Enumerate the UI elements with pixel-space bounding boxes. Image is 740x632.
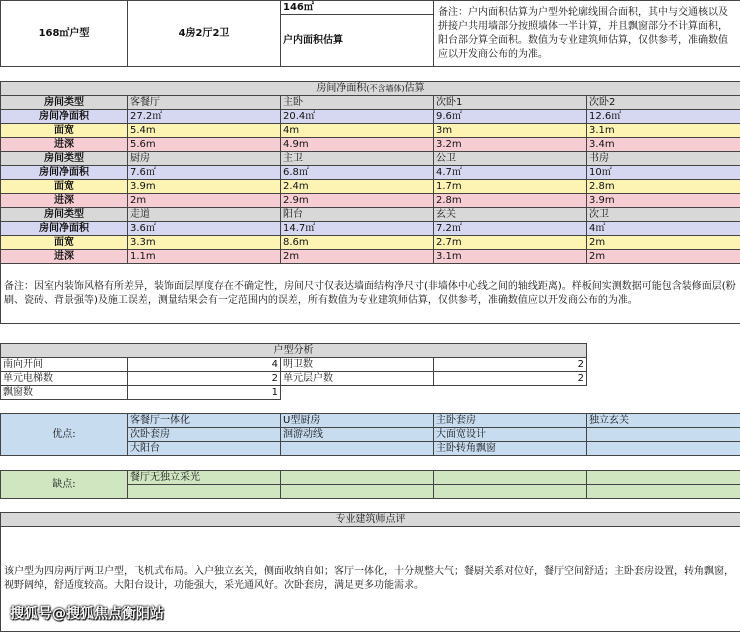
analysis-label: 单元电梯数 — [1, 372, 128, 386]
pro-item: 大阳台 — [128, 442, 281, 456]
row-label-type: 房间类型 — [1, 152, 128, 166]
room-type: 公卫 — [434, 152, 587, 166]
room-area-row — [1, 166, 740, 180]
row-label-width: 面宽 — [1, 180, 128, 194]
analysis-label: 飘窗数 — [1, 386, 128, 400]
room-area-table — [0, 81, 740, 324]
analysis-row — [1, 358, 587, 372]
watermark: 搜狐号@搜狐焦点衡阳站 — [10, 606, 164, 622]
analysis-value: 1 — [128, 386, 281, 400]
room-width-row — [1, 236, 740, 250]
room-width: 1.7m — [434, 180, 587, 194]
room-type-row — [1, 96, 740, 110]
row-label-depth: 进深 — [1, 194, 128, 208]
room-depth: 4.9m — [281, 138, 434, 152]
row-label-type: 房间类型 — [1, 208, 128, 222]
room-area: 3.6㎡ — [128, 222, 281, 236]
room-width: 8.6m — [281, 236, 434, 250]
con-item — [281, 471, 434, 485]
con-item — [587, 471, 740, 485]
room-title-tail: 估算 — [404, 82, 425, 94]
room-type: 厨房 — [128, 152, 281, 166]
room-width: 2.7m — [434, 236, 587, 250]
analysis-value: 2 — [128, 372, 281, 386]
analysis-table — [0, 343, 587, 400]
row-label-area: 房间净面积 — [1, 222, 128, 236]
pro-item: 洄游动线 — [281, 428, 434, 442]
analysis-title: 户型分析 — [1, 344, 587, 358]
room-type: 走道 — [128, 208, 281, 222]
pro-item: 主卧转角飘窗 — [434, 442, 587, 456]
pro-item: 客餐厅一体化 — [128, 414, 281, 428]
room-area: 27.2㎡ — [128, 110, 281, 124]
con-item — [434, 471, 587, 485]
room-depth: 3.2m — [434, 138, 587, 152]
room-depth-row — [1, 194, 740, 208]
area-value: 146㎡ — [281, 1, 434, 15]
row-label-area: 房间净面积 — [1, 166, 128, 180]
room-width: 3.3m — [128, 236, 281, 250]
area-label: 户内面积估算 — [281, 15, 434, 67]
header-table — [0, 0, 740, 67]
room-depth: 2.8m — [434, 194, 587, 208]
room-width: 3.9m — [128, 180, 281, 194]
pro-item: 大面宽设计 — [434, 428, 587, 442]
room-area: 14.7㎡ — [281, 222, 434, 236]
room-depth: 3.9m — [587, 194, 740, 208]
pro-item — [587, 428, 740, 442]
row-label-type: 房间类型 — [1, 96, 128, 110]
analysis-label: 南向开间 — [1, 358, 128, 372]
pro-item — [587, 442, 740, 456]
room-depth: 3.1m — [434, 250, 587, 264]
room-area: 10㎡ — [587, 166, 740, 180]
con-item — [434, 485, 587, 499]
room-area: 9.6㎡ — [434, 110, 587, 124]
room-width-row — [1, 124, 740, 138]
room-depth: 5.6m — [128, 138, 281, 152]
room-type: 客餐厅 — [128, 96, 281, 110]
con-item: 餐厅无独立采光 — [128, 471, 281, 485]
room-width: 3m — [434, 124, 587, 138]
room-type: 阳台 — [281, 208, 434, 222]
pro-item — [281, 442, 434, 456]
pro-item: U型厨房 — [281, 414, 434, 428]
pro-item: 独立玄关 — [587, 414, 740, 428]
room-type: 次卧1 — [434, 96, 587, 110]
room-area: 12.6㎡ — [587, 110, 740, 124]
analysis-value: 2 — [434, 372, 587, 386]
room-type-row — [1, 208, 740, 222]
room-note: 备注：因室内装饰风格有所差异，装饰面层厚度存在不确定性，房间尺寸仅表达墙面结构净尺寸(非墙体中心线之间的轴线距离)。样板间实测数据可能包含装修面层(粉刷、瓷砖、背景强等)及施工误差，测量结果会有一定范围内的误差，所有数值为专业建筑师估算，仅供参考，准确数值应以开发商公布的为准。 — [1, 264, 740, 324]
review-text: 该户型为四房两厅两卫户型，飞机式布局。入户独立玄关，侧面收纳自如；客厅一体化，十分规整大气；餐厨关系对位好，餐厅空间舒适；主卧套房设置，转角飘窗，视野阔绰，舒适度较高。大阳台设计，功能强大，采光通风好。次卧套房，满足更多功能需求。 — [1, 527, 740, 632]
room-depth: 2.9m — [281, 194, 434, 208]
room-type: 主卧 — [281, 96, 434, 110]
room-depth: 2m — [281, 250, 434, 264]
room-depth-row — [1, 250, 740, 264]
room-width: 2m — [587, 236, 740, 250]
room-area: 4.7㎡ — [434, 166, 587, 180]
room-depth: 1.1m — [128, 250, 281, 264]
room-depth: 3.4m — [587, 138, 740, 152]
room-table-title — [1, 82, 740, 96]
room-type: 主卫 — [281, 152, 434, 166]
layout-label: 4房2厅2卫 — [128, 1, 281, 67]
con-item — [587, 485, 740, 499]
room-depth-row — [1, 138, 740, 152]
con-item — [281, 485, 434, 499]
room-type: 次卫 — [587, 208, 740, 222]
analysis-row — [1, 386, 587, 400]
pros-label: 优点: — [1, 414, 128, 456]
room-type: 次卧2 — [587, 96, 740, 110]
room-width: 4m — [281, 124, 434, 138]
room-width: 5.4m — [128, 124, 281, 138]
row-label-width: 面宽 — [1, 124, 128, 138]
pros-table — [0, 413, 740, 456]
analysis-value: 4 — [128, 358, 281, 372]
pro-item: 次卧套房 — [128, 428, 281, 442]
room-area: 7.6㎡ — [128, 166, 281, 180]
room-area: 20.4㎡ — [281, 110, 434, 124]
analysis-label: 单元层户数 — [281, 372, 434, 386]
room-depth: 2m — [128, 194, 281, 208]
room-width: 2.4m — [281, 180, 434, 194]
room-area: 7.2㎡ — [434, 222, 587, 236]
analysis-row — [1, 372, 587, 386]
analysis-value: 2 — [434, 358, 587, 372]
cons-label: 缺点: — [1, 471, 128, 499]
room-area-row — [1, 222, 740, 236]
room-title-small: (不含墙体) — [366, 83, 405, 93]
header-note: 备注：户内面积估算为户型外轮廓线围合面积，其中与交通核以及拼接户共用墙部分按照墙体一半计算，并且飘窗部分不计算面积，阳台部分算全面积。数值为专业建筑师估算，仅供参考，准确数值应以开发商公布的为准。 — [434, 1, 740, 67]
room-type: 书房 — [587, 152, 740, 166]
review-title: 专业建筑师点评 — [1, 513, 740, 527]
room-area-row — [1, 110, 740, 124]
room-depth: 2m — [587, 250, 740, 264]
room-type-row — [1, 152, 740, 166]
row-label-depth: 进深 — [1, 250, 128, 264]
row-label-width: 面宽 — [1, 236, 128, 250]
room-title-main: 房间净面积 — [316, 82, 367, 94]
row-label-area: 房间净面积 — [1, 110, 128, 124]
unit-type: 168㎡户型 — [1, 1, 128, 67]
room-area: 4㎡ — [587, 222, 740, 236]
room-width: 3.1m — [587, 124, 740, 138]
pro-item: 主卧套房 — [434, 414, 587, 428]
cons-table — [0, 470, 740, 499]
room-width: 2.8m — [587, 180, 740, 194]
room-area: 6.8㎡ — [281, 166, 434, 180]
con-item — [128, 485, 281, 499]
analysis-label: 明卫数 — [281, 358, 434, 372]
room-width-row — [1, 180, 740, 194]
row-label-depth: 进深 — [1, 138, 128, 152]
room-type: 玄关 — [434, 208, 587, 222]
